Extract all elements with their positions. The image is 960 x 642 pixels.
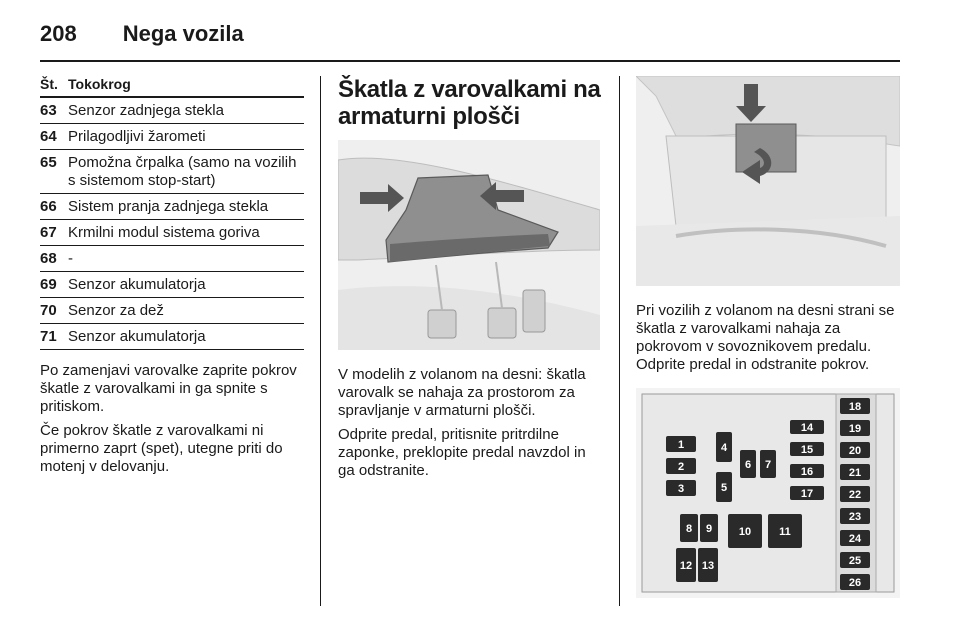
column-separator [619, 76, 620, 606]
fuse-label: 11 [779, 526, 791, 538]
passenger-glovebox-illustration [636, 76, 900, 286]
fuse-9 [700, 514, 718, 542]
fuse-label: 3 [677, 483, 685, 495]
circuit-name: - [68, 250, 73, 267]
fuse-label: 22 [848, 489, 862, 501]
fuse-label: 16 [800, 466, 814, 478]
fuse-label: 20 [848, 445, 862, 457]
column-1 [40, 76, 304, 476]
fuse-label: 18 [848, 401, 862, 413]
page-header [40, 14, 244, 54]
fuse-number: 66 [40, 198, 57, 215]
fuse-number: 71 [40, 328, 57, 345]
paragraph: Po zamenjavi varovalke zaprite pokrov škatle z varovalkami in ga spnite s pritiskom. [40, 362, 297, 415]
section-heading: Škatla z varovalkami na armaturni plošči [338, 76, 601, 130]
column-2 [338, 76, 602, 480]
fuse-label: 19 [848, 423, 862, 435]
fuse-label: 12 [679, 560, 693, 572]
fuse-17 [790, 486, 824, 500]
paragraph: Odprite predal, pritisnite pritrdilne zaponke, preklopite predal navzdol in ga odstranite. [338, 426, 586, 479]
circuit-name: Senzor akumulatorja [68, 276, 206, 293]
fuse-label: 8 [685, 523, 693, 535]
page-number: 208 [40, 21, 77, 46]
fuse-label: 5 [720, 482, 728, 494]
fuse-1 [666, 436, 696, 452]
table-row [40, 324, 304, 350]
circuit-name: Krmilni modul sistema goriva [68, 224, 260, 241]
fuse-number: 65 [40, 154, 57, 171]
fuse-number: 69 [40, 276, 57, 293]
page-title: Nega vozila [122, 21, 244, 46]
fuse-box-diagram [636, 388, 900, 598]
fuse-label: 4 [720, 442, 728, 454]
fuse-4 [716, 432, 732, 462]
circuit-name: Pomožna črpalka (samo na vozilih s sistemom stop-start) [68, 154, 297, 189]
fuse-14 [790, 420, 824, 434]
table-header [40, 76, 304, 98]
column-3 [636, 76, 900, 598]
fuse-15 [790, 442, 824, 456]
fuse-2 [666, 458, 696, 474]
fuse-8 [680, 514, 698, 542]
fuse-number: 67 [40, 224, 57, 241]
fuse-3 [666, 480, 696, 496]
fuse-6 [740, 450, 756, 478]
fuse-11 [768, 514, 802, 548]
fuse-number: 64 [40, 128, 57, 145]
fuse-label: 25 [848, 555, 862, 567]
fuse-label: 26 [848, 577, 862, 589]
fuse-16 [790, 464, 824, 478]
table-row [40, 272, 304, 298]
fuse-label: 9 [705, 523, 713, 535]
fuse-23 [840, 508, 870, 524]
fuse-number: 68 [40, 250, 57, 267]
fuse-7 [760, 450, 776, 478]
fuse-label: 2 [677, 461, 685, 473]
table-header-circuit: Tokokrog [68, 76, 131, 92]
header-rule [40, 60, 900, 62]
paragraph: V modelih z volanom na desni: škatla varovalk se nahaja za prostorom za spravljanje v armaturni plošči. [338, 366, 586, 419]
fuse-label: 10 [738, 526, 752, 538]
table-row [40, 124, 304, 150]
column-separator [320, 76, 321, 606]
circuit-name: Prilagodljivi žarometi [68, 128, 206, 145]
fuse-21 [840, 464, 870, 480]
paragraph: Če pokrov škatle z varovalkami ni primerno zaprt (spet), utegne priti do motenj v delovanju. [40, 422, 283, 475]
fuse-25 [840, 552, 870, 568]
fuse-number: 63 [40, 102, 57, 119]
fuse-label: 6 [744, 459, 752, 471]
fuse-5 [716, 472, 732, 502]
fuse-number: 70 [40, 302, 57, 319]
fuse-22 [840, 486, 870, 502]
table-row [40, 298, 304, 324]
fuse-label: 24 [848, 533, 862, 545]
fuse-10 [728, 514, 762, 548]
fuse-18 [840, 398, 870, 414]
fuse-label: 1 [677, 439, 685, 451]
fuse-13 [698, 548, 718, 582]
fuse-26 [840, 574, 870, 590]
fuse-label: 21 [848, 467, 862, 479]
fuse-12 [676, 548, 696, 582]
table-row [40, 98, 304, 124]
paragraph: Pri vozilih z volanom na desni strani se škatla z varovalkami nahaja za pokrovom v sovoznikovem predalu. Odprite predal in odstranite pokrov. [636, 302, 895, 373]
fuse-label: 14 [800, 422, 814, 434]
circuit-name: Sistem pranja zadnjega stekla [68, 198, 269, 215]
glovebox-removal-illustration [338, 140, 600, 350]
table-row [40, 220, 304, 246]
fuse-label: 17 [800, 488, 814, 500]
fuse-table [40, 98, 304, 350]
fuse-label: 13 [701, 560, 715, 572]
circuit-name: Senzor za dež [68, 302, 164, 319]
fuse-label: 15 [800, 444, 814, 456]
table-row [40, 150, 304, 194]
fuse-24 [840, 530, 870, 546]
fuse-19 [840, 420, 870, 436]
table-header-number: Št. [40, 76, 58, 92]
table-row [40, 246, 304, 272]
fuse-20 [840, 442, 870, 458]
table-row [40, 194, 304, 220]
circuit-name: Senzor zadnjega stekla [68, 102, 224, 119]
circuit-name: Senzor akumulatorja [68, 328, 206, 345]
fuse-label: 7 [764, 459, 772, 471]
fuse-label: 23 [848, 511, 862, 523]
